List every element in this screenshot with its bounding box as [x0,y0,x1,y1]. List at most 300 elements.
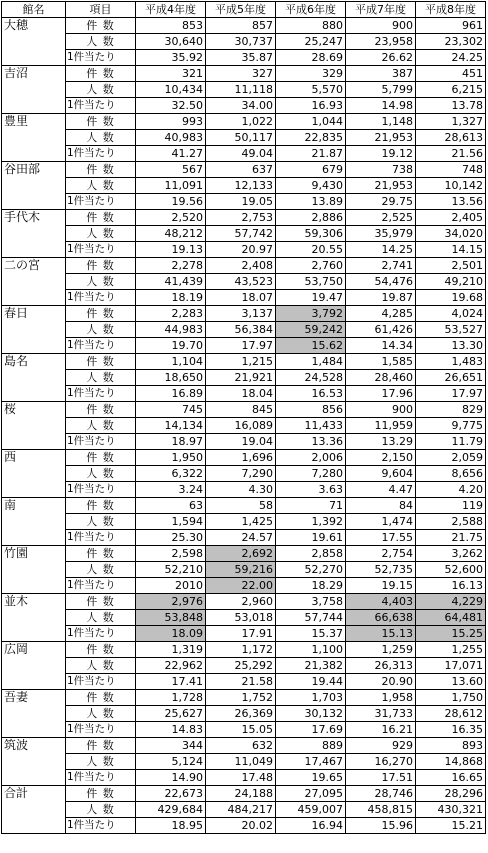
value-cell: 857 [206,18,276,34]
value-cell: 21.75 [416,530,486,546]
value-cell: 28,612 [416,706,486,722]
item-label-per-item: 1件当たり [66,482,136,498]
value-cell: 52,735 [346,562,416,578]
table-row [2,274,486,290]
item-label-count: 件 数 [66,114,136,130]
venue-name: 二の宮 [2,258,66,306]
value-cell: 31,733 [346,706,416,722]
value-cell: 21,953 [346,130,416,146]
table-row [2,738,486,754]
table-body [2,18,486,834]
library-statistics-table [1,1,486,834]
value-cell: 5,124 [136,754,206,770]
value-cell: 35,979 [346,226,416,242]
value-cell: 64,481 [416,610,486,626]
value-cell: 61,426 [346,322,416,338]
value-cell: 430,321 [416,802,486,818]
value-cell: 7,280 [276,466,346,482]
value-cell: 3,792 [276,306,346,322]
value-cell: 7,290 [206,466,276,482]
value-cell: 17.48 [206,770,276,786]
venue-name: 広岡 [2,642,66,690]
value-cell: 49.04 [206,146,276,162]
value-cell: 1,958 [346,690,416,706]
table-row [2,146,486,162]
header-year-h5: 平成5年度 [206,2,276,18]
item-label-count: 件 数 [66,786,136,802]
value-cell: 4,024 [416,306,486,322]
table-row [2,530,486,546]
value-cell: 19.68 [416,290,486,306]
item-label-people: 人 数 [66,178,136,194]
value-cell: 3,137 [206,306,276,322]
table-row [2,210,486,226]
value-cell: 329 [276,66,346,82]
item-label-per-item: 1件当たり [66,626,136,642]
item-label-per-item: 1件当たり [66,434,136,450]
value-cell: 84 [346,498,416,514]
table-row [2,322,486,338]
item-label-per-item: 1件当たり [66,530,136,546]
value-cell: 16,089 [206,418,276,434]
table-row [2,818,486,834]
value-cell: 2,408 [206,258,276,274]
value-cell: 24.57 [206,530,276,546]
value-cell: 748 [416,162,486,178]
table-row [2,466,486,482]
value-cell: 679 [276,162,346,178]
value-cell: 24,528 [276,370,346,386]
item-label-count: 件 数 [66,690,136,706]
value-cell: 17,071 [416,658,486,674]
value-cell: 18.95 [136,818,206,834]
value-cell: 11,049 [206,754,276,770]
value-cell: 12,133 [206,178,276,194]
item-label-per-item: 1件当たり [66,386,136,402]
value-cell: 3.63 [276,482,346,498]
value-cell: 829 [416,402,486,418]
value-cell: 34,020 [416,226,486,242]
value-cell: 19.70 [136,338,206,354]
value-cell: 2,588 [416,514,486,530]
value-cell: 26,369 [206,706,276,722]
value-cell: 2,760 [276,258,346,274]
value-cell: 451 [416,66,486,82]
value-cell: 2,278 [136,258,206,274]
value-cell: 2,006 [276,450,346,466]
table-row [2,290,486,306]
value-cell: 21.58 [206,674,276,690]
value-cell: 13.30 [416,338,486,354]
value-cell: 52,210 [136,562,206,578]
item-label-count: 件 数 [66,18,136,34]
value-cell: 57,742 [206,226,276,242]
value-cell: 1,172 [206,642,276,658]
value-cell: 1,044 [276,114,346,130]
table-row [2,258,486,274]
table-row [2,418,486,434]
value-cell: 17.41 [136,674,206,690]
item-label-people: 人 数 [66,274,136,290]
value-cell: 2,598 [136,546,206,562]
value-cell: 35.92 [136,50,206,66]
item-label-count: 件 数 [66,162,136,178]
value-cell: 11,118 [206,82,276,98]
table-row [2,610,486,626]
value-cell: 1,585 [346,354,416,370]
table-row [2,674,486,690]
value-cell: 567 [136,162,206,178]
table-row [2,50,486,66]
table-row [2,370,486,386]
item-label-count: 件 数 [66,546,136,562]
value-cell: 18.19 [136,290,206,306]
value-cell: 58 [206,498,276,514]
value-cell: 23,302 [416,34,486,50]
value-cell: 1,319 [136,642,206,658]
value-cell: 11.79 [416,434,486,450]
header-venue: 館名 [2,2,66,18]
value-cell: 2,405 [416,210,486,226]
value-cell: 6,322 [136,466,206,482]
value-cell: 632 [206,738,276,754]
value-cell: 2,283 [136,306,206,322]
value-cell: 15.25 [416,626,486,642]
value-cell: 17.97 [206,338,276,354]
value-cell: 15.05 [206,722,276,738]
value-cell: 26,313 [346,658,416,674]
value-cell: 19.56 [136,194,206,210]
value-cell: 1,750 [416,690,486,706]
value-cell: 32.50 [136,98,206,114]
value-cell: 20.97 [206,242,276,258]
item-label-count: 件 数 [66,402,136,418]
value-cell: 21,921 [206,370,276,386]
value-cell: 16.93 [276,98,346,114]
table-row [2,450,486,466]
value-cell: 15.13 [346,626,416,642]
value-cell: 20.55 [276,242,346,258]
value-cell: 880 [276,18,346,34]
value-cell: 30,737 [206,34,276,50]
value-cell: 28.69 [276,50,346,66]
value-cell: 53,018 [206,610,276,626]
value-cell: 9,775 [416,418,486,434]
venue-name: 南 [2,498,66,546]
item-label-people: 人 数 [66,130,136,146]
value-cell: 2,501 [416,258,486,274]
value-cell: 9,430 [276,178,346,194]
value-cell: 17.96 [346,386,416,402]
venue-name: 豊里 [2,114,66,162]
value-cell: 52,270 [276,562,346,578]
item-label-people: 人 数 [66,706,136,722]
table-header [2,2,486,18]
item-label-people: 人 数 [66,610,136,626]
item-label-count: 件 数 [66,594,136,610]
value-cell: 18.97 [136,434,206,450]
value-cell: 52,600 [416,562,486,578]
venue-name: 吉沼 [2,66,66,114]
value-cell: 44,983 [136,322,206,338]
value-cell: 993 [136,114,206,130]
value-cell: 16.94 [276,818,346,834]
table-row [2,354,486,370]
value-cell: 28,746 [346,786,416,802]
venue-name: 並木 [2,594,66,642]
item-label-count: 件 数 [66,210,136,226]
value-cell: 4,403 [346,594,416,610]
value-cell: 23,958 [346,34,416,50]
item-label-people: 人 数 [66,562,136,578]
value-cell: 1,148 [346,114,416,130]
value-cell: 889 [276,738,346,754]
value-cell: 14.90 [136,770,206,786]
value-cell: 24.25 [416,50,486,66]
value-cell: 1,215 [206,354,276,370]
table-row [2,386,486,402]
value-cell: 59,216 [206,562,276,578]
value-cell: 4.20 [416,482,486,498]
value-cell: 24,188 [206,786,276,802]
table-row [2,178,486,194]
item-label-count: 件 数 [66,306,136,322]
table-row [2,802,486,818]
value-cell: 458,815 [346,802,416,818]
item-label-count: 件 数 [66,738,136,754]
value-cell: 4.47 [346,482,416,498]
value-cell: 16.65 [416,770,486,786]
item-label-per-item: 1件当たり [66,242,136,258]
table-row [2,434,486,450]
value-cell: 16.13 [416,578,486,594]
venue-name: 手代木 [2,210,66,258]
venue-name: 春日 [2,306,66,354]
value-cell: 853 [136,18,206,34]
value-cell: 321 [136,66,206,82]
value-cell: 637 [206,162,276,178]
value-cell: 66,638 [346,610,416,626]
value-cell: 26,651 [416,370,486,386]
value-cell: 17.51 [346,770,416,786]
value-cell: 14.15 [416,242,486,258]
value-cell: 17.97 [416,386,486,402]
value-cell: 43,523 [206,274,276,290]
value-cell: 2,753 [206,210,276,226]
value-cell: 327 [206,66,276,82]
value-cell: 22,962 [136,658,206,674]
value-cell: 2,754 [346,546,416,562]
value-cell: 2,976 [136,594,206,610]
value-cell: 1,259 [346,642,416,658]
value-cell: 4.30 [206,482,276,498]
item-label-people: 人 数 [66,802,136,818]
value-cell: 13.56 [416,194,486,210]
value-cell: 738 [346,162,416,178]
item-label-per-item: 1件当たり [66,674,136,690]
value-cell: 28,460 [346,370,416,386]
item-label-per-item: 1件当たり [66,290,136,306]
table-row [2,482,486,498]
value-cell: 19.65 [276,770,346,786]
value-cell: 13.29 [346,434,416,450]
item-label-people: 人 数 [66,658,136,674]
item-label-per-item: 1件当たり [66,194,136,210]
value-cell: 19.04 [206,434,276,450]
item-label-per-item: 1件当たり [66,578,136,594]
value-cell: 2,886 [276,210,346,226]
value-cell: 14.98 [346,98,416,114]
item-label-count: 件 数 [66,258,136,274]
value-cell: 20.90 [346,674,416,690]
table-row [2,578,486,594]
value-cell: 18,650 [136,370,206,386]
table-row [2,498,486,514]
header-year-h6: 平成6年度 [276,2,346,18]
value-cell: 2,741 [346,258,416,274]
item-label-people: 人 数 [66,514,136,530]
venue-name: 筑波 [2,738,66,786]
item-label-people: 人 数 [66,82,136,98]
value-cell: 22.00 [206,578,276,594]
value-cell: 71 [276,498,346,514]
table-row [2,514,486,530]
value-cell: 30,640 [136,34,206,50]
value-cell: 13.89 [276,194,346,210]
value-cell: 15.62 [276,338,346,354]
value-cell: 14,134 [136,418,206,434]
table-row [2,194,486,210]
value-cell: 1,425 [206,514,276,530]
value-cell: 19.05 [206,194,276,210]
value-cell: 19.47 [276,290,346,306]
value-cell: 459,007 [276,802,346,818]
item-label-per-item: 1件当たり [66,146,136,162]
value-cell: 29.75 [346,194,416,210]
value-cell: 22,673 [136,786,206,802]
value-cell: 2,150 [346,450,416,466]
header-year-h7: 平成7年度 [346,2,416,18]
value-cell: 59,306 [276,226,346,242]
value-cell: 19.12 [346,146,416,162]
value-cell: 15.21 [416,818,486,834]
value-cell: 25,627 [136,706,206,722]
value-cell: 2,960 [206,594,276,610]
value-cell: 2,692 [206,546,276,562]
table-row [2,306,486,322]
table-row [2,242,486,258]
value-cell: 17.91 [206,626,276,642]
venue-name: 合計 [2,786,66,834]
value-cell: 5,799 [346,82,416,98]
table-row [2,706,486,722]
value-cell: 9,604 [346,466,416,482]
value-cell: 41,439 [136,274,206,290]
value-cell: 13.36 [276,434,346,450]
value-cell: 34.00 [206,98,276,114]
value-cell: 53,848 [136,610,206,626]
value-cell: 19.15 [346,578,416,594]
value-cell: 49,210 [416,274,486,290]
value-cell: 1,474 [346,514,416,530]
table-row [2,98,486,114]
value-cell: 11,959 [346,418,416,434]
value-cell: 53,750 [276,274,346,290]
value-cell: 56,384 [206,322,276,338]
value-cell: 20.02 [206,818,276,834]
table-row [2,754,486,770]
value-cell: 18.09 [136,626,206,642]
value-cell: 1,950 [136,450,206,466]
value-cell: 1,104 [136,354,206,370]
value-cell: 344 [136,738,206,754]
table-row [2,658,486,674]
value-cell: 25.30 [136,530,206,546]
header-year-h8: 平成8年度 [416,2,486,18]
value-cell: 2010 [136,578,206,594]
value-cell: 16.21 [346,722,416,738]
value-cell: 1,594 [136,514,206,530]
table-row [2,722,486,738]
value-cell: 10,434 [136,82,206,98]
table-row [2,226,486,242]
value-cell: 25,292 [206,658,276,674]
value-cell: 1,392 [276,514,346,530]
value-cell: 19.13 [136,242,206,258]
item-label-per-item: 1件当たり [66,818,136,834]
value-cell: 14.83 [136,722,206,738]
value-cell: 41.27 [136,146,206,162]
value-cell: 19.61 [276,530,346,546]
value-cell: 17.69 [276,722,346,738]
table-row [2,338,486,354]
item-label-count: 件 数 [66,642,136,658]
value-cell: 1,484 [276,354,346,370]
value-cell: 387 [346,66,416,82]
item-label-per-item: 1件当たり [66,338,136,354]
value-cell: 745 [136,402,206,418]
value-cell: 19.87 [346,290,416,306]
value-cell: 50,117 [206,130,276,146]
value-cell: 48,212 [136,226,206,242]
value-cell: 14.34 [346,338,416,354]
venue-name: 谷田部 [2,162,66,210]
table-row [2,642,486,658]
table-row [2,18,486,34]
value-cell: 53,527 [416,322,486,338]
table-row [2,786,486,802]
item-label-people: 人 数 [66,226,136,242]
venue-name: 吾妻 [2,690,66,738]
value-cell: 25,247 [276,34,346,50]
value-cell: 18.04 [206,386,276,402]
header-item: 項目 [66,2,136,18]
value-cell: 1,483 [416,354,486,370]
value-cell: 40,983 [136,130,206,146]
value-cell: 21.56 [416,146,486,162]
table-row [2,34,486,50]
value-cell: 35.87 [206,50,276,66]
value-cell: 484,217 [206,802,276,818]
venue-name: 大穂 [2,18,66,66]
item-label-count: 件 数 [66,450,136,466]
venue-name: 西 [2,450,66,498]
value-cell: 929 [346,738,416,754]
value-cell: 21,953 [346,178,416,194]
item-label-people: 人 数 [66,34,136,50]
value-cell: 10,142 [416,178,486,194]
value-cell: 18.07 [206,290,276,306]
